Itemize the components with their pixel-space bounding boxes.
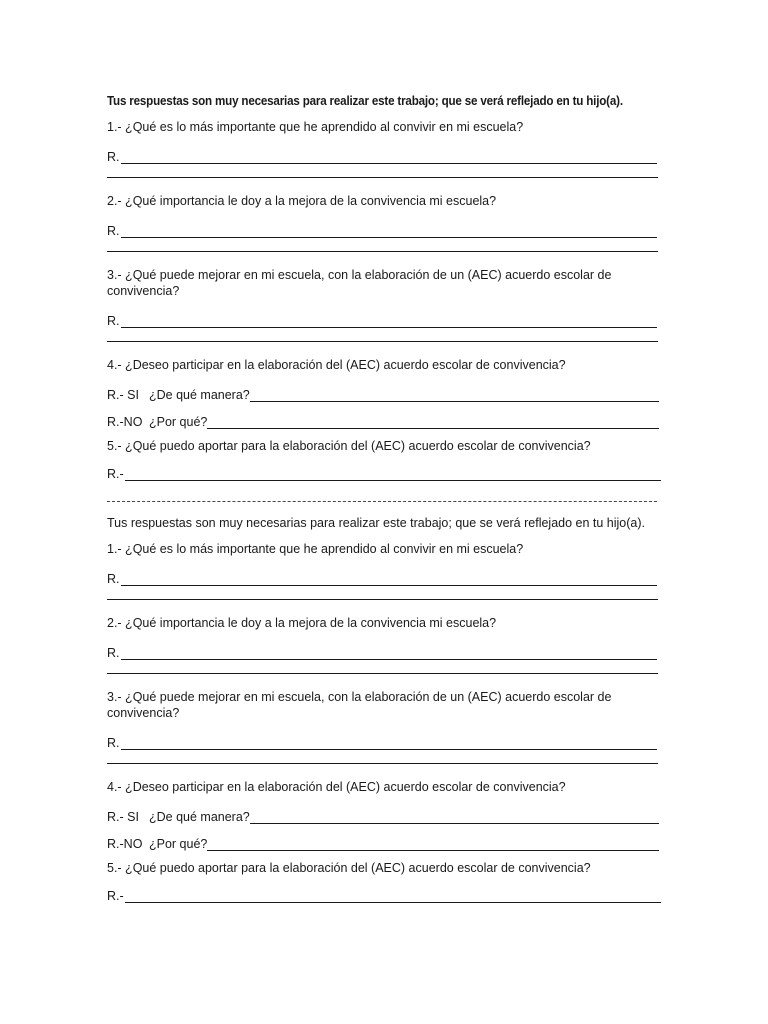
answer-line-5[interactable] xyxy=(107,885,661,903)
answer-line-3[interactable] xyxy=(107,732,657,750)
answer-line-1[interactable] xyxy=(107,146,657,164)
answer-line-2[interactable] xyxy=(107,220,657,238)
questionnaire-page xyxy=(107,92,663,904)
answer-label: R. xyxy=(107,314,120,328)
answer-no[interactable] xyxy=(107,833,659,851)
answer-line-3b[interactable] xyxy=(107,751,658,764)
answer-label: R.- xyxy=(107,889,124,903)
no-label: R.-NO xyxy=(107,837,143,851)
answer-label: R. xyxy=(107,150,120,164)
no-prompt: ¿Por qué? xyxy=(149,837,208,851)
question-2: 2.- ¿Qué importancia le doy a la mejora de la convivencia mi escuela? xyxy=(107,616,497,630)
answer-no[interactable] xyxy=(107,411,659,429)
no-prompt: ¿Por qué? xyxy=(149,415,208,429)
question-4: 4.- ¿Deseo participar en la elaboración del (AEC) acuerdo escolar de convivencia? xyxy=(107,358,566,372)
answer-line-3[interactable] xyxy=(107,310,657,328)
answer-label: R. xyxy=(107,224,120,238)
answer-label: R. xyxy=(107,646,120,660)
question-1: 1.- ¿Qué es lo más importante que he aprendido al convivir en mi escuela? xyxy=(107,542,524,556)
question-3: 3.- ¿Qué puede mejorar en mi escuela, con la elaboración de un (AEC) acuerdo escolar de convivencia? xyxy=(107,690,612,720)
cut-separator xyxy=(107,491,657,502)
answer-line-3b[interactable] xyxy=(107,329,658,342)
yes-prompt: ¿De qué manera? xyxy=(149,388,250,402)
answer-line-5[interactable] xyxy=(107,463,661,481)
yes-prompt: ¿De qué manera? xyxy=(149,810,250,824)
answer-label: R.- xyxy=(107,467,124,481)
yes-label: R.- SI xyxy=(107,388,139,402)
question-1: 1.- ¿Qué es lo más importante que he aprendido al convivir en mi escuela? xyxy=(107,120,524,134)
answer-yes[interactable] xyxy=(107,384,659,402)
question-4: 4.- ¿Deseo participar en la elaboración del (AEC) acuerdo escolar de convivencia? xyxy=(107,780,566,794)
answer-line-2[interactable] xyxy=(107,642,657,660)
answer-line-1b[interactable] xyxy=(107,587,658,600)
answer-line-2b[interactable] xyxy=(107,661,658,674)
questionnaire-section-2 xyxy=(107,514,663,903)
answer-line-2b[interactable] xyxy=(107,239,658,252)
answer-line-1[interactable] xyxy=(107,568,657,586)
answer-line-1b[interactable] xyxy=(107,165,658,178)
no-label: R.-NO xyxy=(107,415,143,429)
intro-text: Tus respuestas son muy necesarias para realizar este trabajo; que se verá reflejado en tu hijo(a). xyxy=(107,94,623,108)
question-5: 5.- ¿Qué puedo aportar para la elaboración del (AEC) acuerdo escolar de convivencia? xyxy=(107,861,591,875)
answer-label: R. xyxy=(107,736,120,750)
answer-yes[interactable] xyxy=(107,806,659,824)
question-2: 2.- ¿Qué importancia le doy a la mejora de la convivencia mi escuela? xyxy=(107,194,497,208)
questionnaire-section-1 xyxy=(107,92,663,481)
intro-text: Tus respuestas son muy necesarias para realizar este trabajo; que se verá reflejado en tu hijo(a). xyxy=(107,516,646,530)
yes-label: R.- SI xyxy=(107,810,139,824)
question-5: 5.- ¿Qué puedo aportar para la elaboración del (AEC) acuerdo escolar de convivencia? xyxy=(107,439,591,453)
answer-label: R. xyxy=(107,572,120,586)
question-3: 3.- ¿Qué puede mejorar en mi escuela, con la elaboración de un (AEC) acuerdo escolar de convivencia? xyxy=(107,268,612,298)
